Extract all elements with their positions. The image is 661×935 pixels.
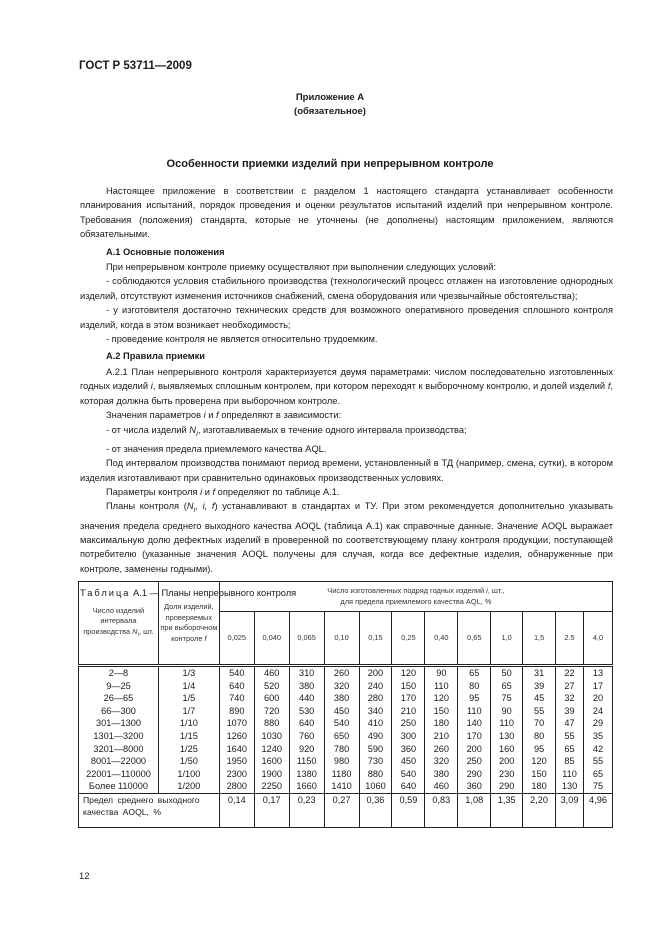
table-cell: 1240 [261, 743, 282, 754]
paragraph-dependencies [80, 408, 613, 422]
table-data-block [79, 666, 613, 794]
table-cell: 2250 [261, 781, 282, 792]
aql-column [254, 666, 289, 794]
table-cell: 47 [564, 718, 575, 729]
aoql-value: 1,08 [458, 793, 491, 827]
header-text: , шт. [139, 626, 154, 636]
aoql-value: 0,14 [219, 793, 254, 827]
table-cell: 540 [333, 718, 350, 729]
table-cell: 260 [333, 668, 350, 678]
table-cell: 150 [531, 768, 547, 779]
appendix-status: (обязательное) [294, 106, 366, 117]
table-cell: 1150 [296, 756, 317, 767]
text-run: , выявляемых сплошным контролем, при котором переходят к выборочному контролю, и долей изделий [152, 381, 608, 392]
paragraph-parameters [80, 485, 613, 499]
table-cell: 31 [533, 668, 545, 678]
table-cell: 230 [498, 768, 515, 779]
header-text: для предела приемлемого качества AQL, % [340, 596, 492, 606]
aoql-value: 0,83 [425, 793, 458, 827]
subscript: I [196, 430, 198, 438]
aql-level: 1,5 [523, 612, 556, 666]
table-cell: 32 [564, 693, 575, 704]
aoql-value: 0,17 [254, 793, 289, 827]
header-text: , шт., [487, 586, 505, 595]
aoql-value: 0,23 [289, 793, 324, 827]
table-cell: 65 [564, 743, 575, 754]
table-caption-label: Таблица [80, 588, 131, 599]
aql-level: 4,0 [583, 612, 612, 666]
paragraph-a21 [80, 365, 613, 408]
table-cell: 180 [433, 718, 449, 729]
table-cell: 540 [400, 768, 417, 779]
text-run: , изготавливаемых в течение одного интервала производства; [197, 424, 467, 435]
intro-paragraph: Настоящее приложение в соответствии с разделом 1 настоящего стандарта устанавливает особенности планирования испытаний, порядок проведения и оценки результатов испытаний изделий при непрерывном контроле. Требования (положения) стандарта, которые не уточнены (не дополнены) настоящим приложением, являются обязательными. [80, 186, 613, 240]
table-cell: 160 [498, 743, 515, 754]
table-cell: 130 [561, 781, 578, 792]
text-run: и [202, 486, 213, 497]
table-cell: 490 [367, 730, 384, 741]
document-title: Особенности приемки изделий при непрерывном контроле [166, 158, 494, 170]
aql-column [556, 666, 584, 794]
table-cell: 530 [298, 705, 315, 716]
section-a2-heading: А.2 Правила приемки [106, 351, 205, 362]
table-cell: 170 [400, 693, 417, 704]
table-cell: 290 [466, 768, 482, 779]
table-cell: 140 [466, 718, 482, 729]
aql-column [458, 666, 491, 794]
table-cell: 410 [367, 718, 384, 729]
table-cell: 380 [433, 768, 449, 779]
variable-i: i [203, 410, 206, 421]
table-cell: 29 [592, 718, 604, 729]
table-cell: 27 [564, 680, 575, 691]
section-a1-heading: А.1 Основные положения [106, 246, 225, 257]
header-text: Число изделий интервала производства [83, 605, 145, 636]
variable-n: N [186, 501, 194, 512]
aql-column [289, 666, 324, 794]
table-cell: 3201—8000 [93, 743, 144, 754]
table-cell: 740 [229, 693, 245, 704]
table-cell: 24 [592, 705, 604, 716]
text-run: Параметры контроля [106, 486, 201, 497]
table-cell: 39 [564, 705, 575, 716]
table-cell: 26—65 [103, 693, 134, 704]
table-cell: 880 [367, 768, 384, 779]
table-cell: 1410 [331, 781, 352, 792]
table-cell: 65 [469, 668, 480, 678]
table-cell: 290 [498, 781, 515, 792]
table-cell: 320 [433, 756, 449, 767]
variable-i: i [150, 381, 153, 392]
table-cell: 66—300 [101, 705, 136, 716]
condition-item: - проведение контроля не является относительно трудоемким. [106, 334, 378, 345]
table-cell: 1180 [331, 768, 352, 779]
table-cell: 130 [498, 730, 515, 741]
variable-n: N [189, 424, 197, 435]
table-cell: 1380 [296, 768, 317, 779]
document-body [80, 184, 613, 601]
table-cell: 65 [592, 768, 604, 779]
table-cell: 380 [298, 680, 315, 691]
table-cell: 1640 [226, 743, 248, 754]
text-run: ) устанавливают в стандартах и ТУ. При этом рекомендуется дополнительно указывать значения предела среднего выходного качества AOQL (таблица А.1) как справочные данные. Значение AOQL выражает максимальную долю дефектных изделий в проверенной по соответствующему плану контроля продукции, поступающей потребителю (указанные значения AOQL получены для случая, когда все дефектные изделия, обнаруженные при контроле, заменены годными). [80, 501, 613, 574]
table-cell: 120 [400, 668, 417, 678]
table-cell: Более 110000 [88, 781, 148, 792]
table-cell: 17 [592, 680, 604, 691]
table-cell: 1/10 [179, 718, 198, 729]
table-cell: 110 [499, 718, 514, 729]
header-text: Доля изделий, проверяемых при выборочном контроле [160, 602, 218, 643]
table-cell: 200 [498, 756, 515, 767]
continuous-control-plans-table [78, 581, 613, 828]
variable-i: i [200, 486, 203, 497]
table-cell: 110 [562, 768, 577, 779]
table-cell: 2800 [226, 781, 248, 792]
table-cell: 2—8 [108, 668, 129, 678]
text-run: Значения параметров [106, 410, 204, 421]
table-cell: 1/5 [182, 693, 196, 704]
table-cell: 150 [433, 705, 449, 716]
table-cell: 1/4 [182, 680, 196, 691]
aoql-value: 1,35 [491, 793, 523, 827]
aql-column [392, 666, 425, 794]
paragraph-production-interval: Под интервалом производства понимают период времени, установленный в ТД (например, смена, сутки), в котором изделия изготавливают при сравнительно одинаковых производственных условиях. [80, 458, 613, 483]
table-cell: 1/3 [182, 668, 196, 678]
aql-level: 0,040 [254, 612, 289, 666]
aoql-value: 0,36 [359, 793, 392, 827]
text-run: Планы контроля ( [106, 501, 187, 512]
aql-column [219, 666, 254, 794]
table-cell: 1660 [296, 781, 317, 792]
aoql-value: 2,20 [523, 793, 556, 827]
page-number: 12 [79, 871, 90, 882]
table-cell: 260 [433, 743, 449, 754]
subscript: I [137, 631, 140, 638]
aql-level: 1,0 [491, 612, 523, 666]
table-cell: 1070 [226, 718, 248, 729]
table-cell: 210 [400, 705, 417, 716]
table-cell: 20 [592, 693, 604, 704]
table-cell: 22001—110000 [86, 768, 151, 779]
section-a1-lead: При непрерывном контроле приемку осуществляют при выполнении следующих условий: [106, 262, 497, 273]
variable-f: f [216, 410, 219, 421]
table-cell: 640 [229, 680, 245, 691]
table-cell: 450 [400, 756, 417, 767]
table-cell: 85 [564, 756, 575, 767]
table-cell: 310 [298, 668, 315, 678]
aql-level: 0,25 [392, 612, 425, 666]
variables-i-f: , i, f [195, 501, 215, 512]
table-cell: 1600 [261, 756, 282, 767]
text-run: определяют в зависимости: [218, 410, 342, 421]
table-cell: 540 [229, 668, 245, 678]
table-cell: 360 [400, 743, 417, 754]
aql-column [425, 666, 458, 794]
variable-n: N [132, 626, 138, 636]
table-cell: 301—1300 [95, 718, 141, 729]
document-id-header: ГОСТ Р 53711—2009 [79, 60, 192, 72]
table-cell: 600 [264, 693, 280, 704]
table-cell: 640 [298, 718, 315, 729]
table-cell: 55 [533, 705, 545, 716]
aql-level: 0,15 [359, 612, 392, 666]
table-cell: 1060 [365, 781, 386, 792]
table-cell: 50 [501, 668, 512, 678]
table-cell: 80 [469, 680, 480, 691]
col-header-consecutive-items [219, 582, 612, 612]
table-cell: 1/200 [177, 781, 201, 792]
table-cell: 120 [433, 693, 449, 704]
variable-f: f [204, 633, 207, 643]
table-cell: 300 [400, 730, 417, 741]
aql-column [583, 666, 612, 794]
variable-f: f [607, 381, 611, 392]
table-cell: 720 [264, 705, 280, 716]
table-cell: 1/15 [179, 730, 198, 741]
table-cell: 95 [533, 743, 545, 754]
table-cell: 1900 [261, 768, 282, 779]
table-cell: 360 [466, 781, 482, 792]
table-cell: 1/100 [177, 768, 201, 779]
aql-level: 0,025 [219, 612, 254, 666]
table-cell: 120 [531, 756, 547, 767]
table-cell: 170 [466, 730, 482, 741]
table-cell: 760 [298, 730, 315, 741]
table-cell: 1950 [226, 756, 248, 767]
table-cell: 80 [533, 730, 545, 741]
table-header-row [79, 582, 613, 612]
table-cell: 380 [333, 693, 350, 704]
paragraph-aoql [80, 499, 613, 576]
table-cell: 1/25 [179, 743, 198, 754]
table-cell: 210 [433, 730, 449, 741]
table-cell: 730 [367, 756, 384, 767]
table-cell: 95 [469, 693, 480, 704]
table-cell: 200 [367, 668, 384, 678]
aoql-value: 4,96 [583, 793, 612, 827]
text-run: - от числа изделий [106, 424, 190, 435]
aql-level: 0,10 [324, 612, 359, 666]
text-run: определяют по таблице А.1. [215, 486, 340, 497]
table-cell: 35 [592, 730, 604, 741]
table-cell: 460 [433, 781, 449, 792]
table-cell: 55 [592, 756, 604, 767]
text-run: и [205, 410, 217, 421]
table-cell: 55 [564, 730, 575, 741]
aoql-row [79, 793, 613, 827]
table-cell: 250 [400, 718, 417, 729]
aql-column [324, 666, 359, 794]
variable-f: f [212, 486, 216, 497]
table-cell: 340 [367, 705, 384, 716]
table-cell: 880 [264, 718, 280, 729]
table-cell: 200 [466, 743, 482, 754]
subscript: I [193, 507, 196, 515]
table-cell: 75 [501, 693, 512, 704]
table-cell: 980 [333, 756, 350, 767]
aql-column [491, 666, 523, 794]
table-cell: 520 [264, 680, 280, 691]
table-cell: 650 [333, 730, 350, 741]
text-run: , которая должна быть проверена при выборочном контроле. [80, 381, 613, 406]
table-cell: 13 [592, 668, 604, 678]
table-cell: 90 [436, 668, 447, 678]
condition-item: - у изготовителя достаточно технических средств для возможного оперативного проведения сплошного контроля изделий, когда в этом возникает необходимость; [80, 305, 613, 330]
table-cell: 920 [298, 743, 315, 754]
table-cell: 1/7 [182, 705, 196, 716]
aql-level: 0,65 [458, 612, 491, 666]
table-cell: 640 [400, 781, 417, 792]
variable-i: i [486, 586, 488, 595]
table-cell: 75 [592, 781, 604, 792]
table-cell: 39 [533, 680, 545, 691]
table-cell: 250 [466, 756, 482, 767]
appendix-title: Приложение А [295, 92, 365, 103]
aql-level: 0,40 [425, 612, 458, 666]
table-cell: 780 [333, 743, 350, 754]
table-cell: 1/50 [179, 756, 198, 767]
aoql-value: 3,09 [556, 793, 584, 827]
aoql-value: 0,27 [324, 793, 359, 827]
fractions-column [158, 666, 219, 794]
table-cell: 460 [264, 668, 280, 678]
aql-column [523, 666, 556, 794]
dependency-item: - от значения предела приемлемого качества AQL. [106, 443, 327, 454]
appendix-heading [230, 91, 430, 119]
aoql-value: 0,59 [392, 793, 425, 827]
table-cell: 450 [333, 705, 350, 716]
table-cell: 1301—3200 [93, 730, 144, 741]
table-cell: 9—25 [106, 680, 131, 691]
aql-level: 0,065 [289, 612, 324, 666]
header-text: Число изготовленных подряд годных изделий [327, 586, 487, 595]
aql-level: 2.5 [556, 612, 584, 666]
table-cell: 240 [367, 680, 384, 691]
table-cell: 320 [333, 680, 350, 691]
dependency-item [80, 423, 613, 442]
table-cell: 890 [229, 705, 245, 716]
table-cell: 2300 [226, 768, 248, 779]
table-cell: 42 [592, 743, 604, 754]
table-cell: 280 [367, 693, 384, 704]
table-caption-text: А.1 — Планы непрерывного контроля [130, 588, 297, 599]
table-cell: 65 [501, 680, 512, 691]
table-cell: 180 [531, 781, 547, 792]
table-cell: 70 [533, 718, 545, 729]
aql-column [359, 666, 392, 794]
table-cell: 90 [501, 705, 512, 716]
col-header-production-interval [79, 582, 159, 666]
table-cell: 22 [564, 668, 575, 678]
table-cell: 110 [433, 680, 449, 691]
table-cell: 1260 [226, 730, 248, 741]
table-cell: 110 [466, 705, 482, 716]
table-cell: 8001—22000 [90, 756, 147, 767]
table-cell: 440 [298, 693, 315, 704]
aoql-label: Предел среднего выходного качества AOQL, % [79, 793, 220, 827]
table-cell: 45 [533, 693, 545, 704]
condition-item: - соблюдаются условия стабильного производства (технологический процесс отлажен на изготовление однородных изделий, отсутствуют изменения источников снабжений, смена оборудования или чрезвычайные обстоятельства); [80, 276, 613, 301]
table-cell: 1030 [261, 730, 282, 741]
text-run: А.2.1 План непрерывного контроля характеризуется двумя параметрами: числом последовательно изготовленных годных изделий [80, 366, 613, 392]
table-cell: 150 [400, 680, 417, 691]
ranges-column [79, 666, 159, 794]
table-cell: 590 [367, 743, 384, 754]
col-header-fraction [158, 582, 219, 666]
